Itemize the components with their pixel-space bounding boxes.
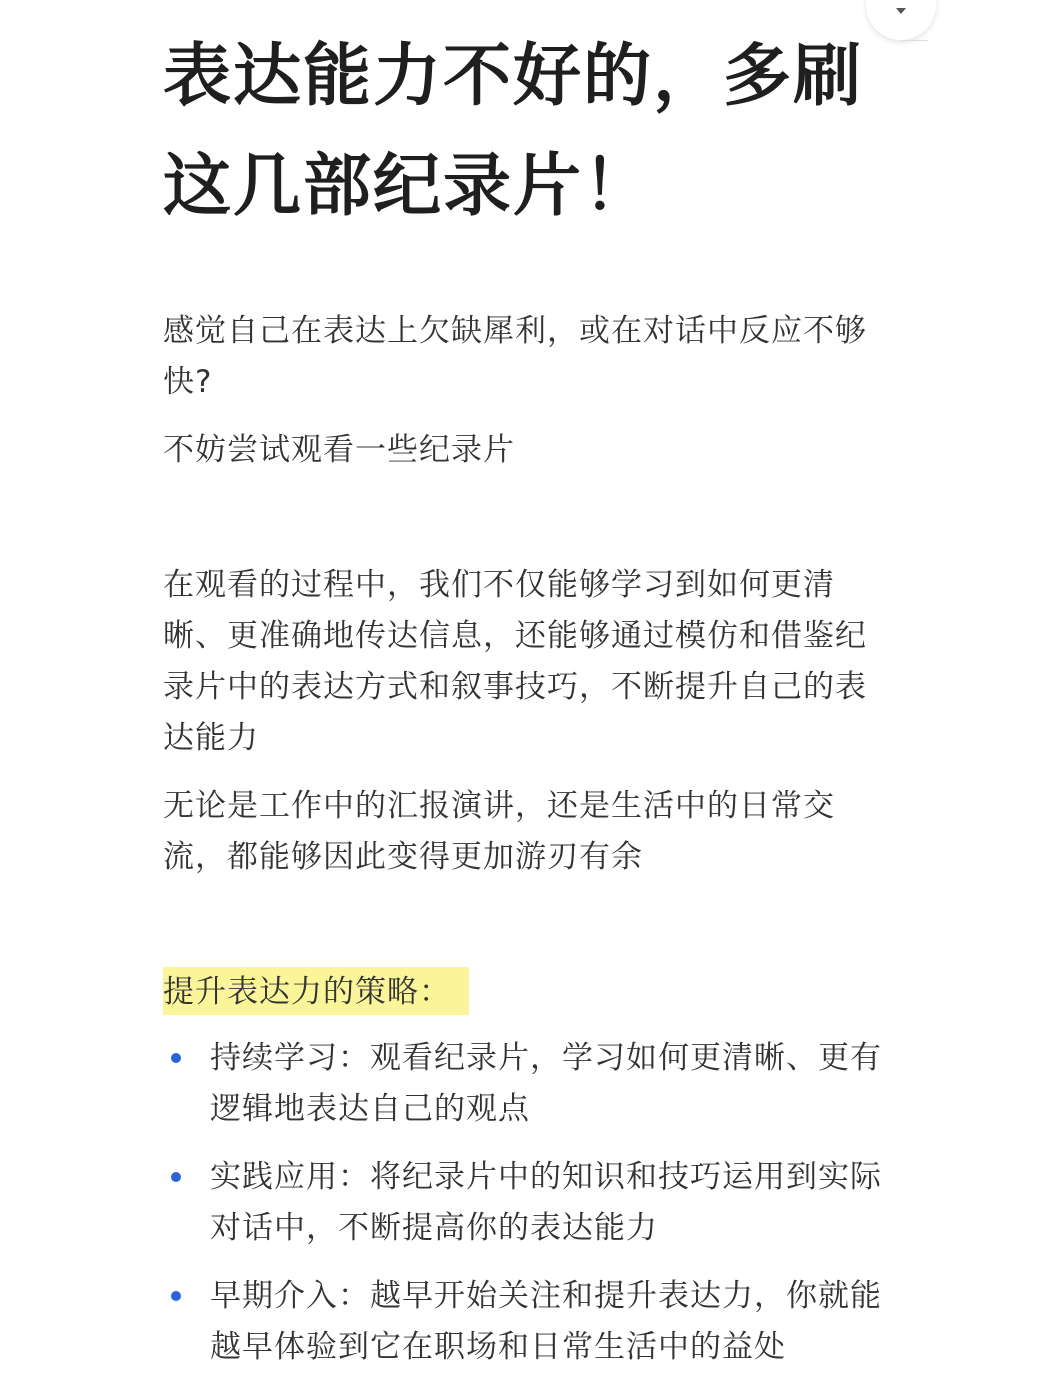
intro-suggestion: 不妨尝试观看一些纪录片: [163, 432, 515, 468]
intro-question: 感觉自己在表达上欠缺犀利，或在对话中反应不够快?: [163, 313, 867, 400]
list-item-text: 持续学习：观看纪录片，学习如何更清晰、更有逻辑地表达自己的观点: [210, 1040, 882, 1127]
bullet-dot-icon: [171, 1291, 181, 1301]
divider: [902, 40, 928, 41]
bullet-dot-icon: [171, 1172, 181, 1182]
list-item: [163, 1271, 883, 1373]
list-item-text: 实践应用：将纪录片中的知识和技巧运用到实际对话中，不断提高你的表达能力: [210, 1159, 882, 1246]
bullet-dot-icon: [171, 1053, 181, 1063]
benefit-paragraph: 在观看的过程中，我们不仅能够学习到如何更清晰、更准确地传达信息，还能够通过模仿和借鉴纪录片中的表达方式和叙事技巧，不断提升自己的表达能力: [163, 567, 867, 756]
chevron-down-icon: [896, 8, 906, 14]
list-item: [163, 1152, 883, 1254]
list-item: [163, 1033, 883, 1135]
article: [163, 0, 883, 1390]
article-title: 表达能力不好的，多刷这几部纪录片！: [163, 37, 864, 226]
list-item-text: 早期介入：越早开始关注和提升表达力，你就能越早体验到它在职场和日常生活中的益处: [210, 1278, 882, 1365]
strategy-list: [163, 1033, 883, 1373]
strategy-heading: 提升表达力的策略：: [163, 967, 469, 1015]
outcome-paragraph: 无论是工作中的汇报演讲，还是生活中的日常交流，都能够因此变得更加游刃有余: [163, 788, 835, 875]
